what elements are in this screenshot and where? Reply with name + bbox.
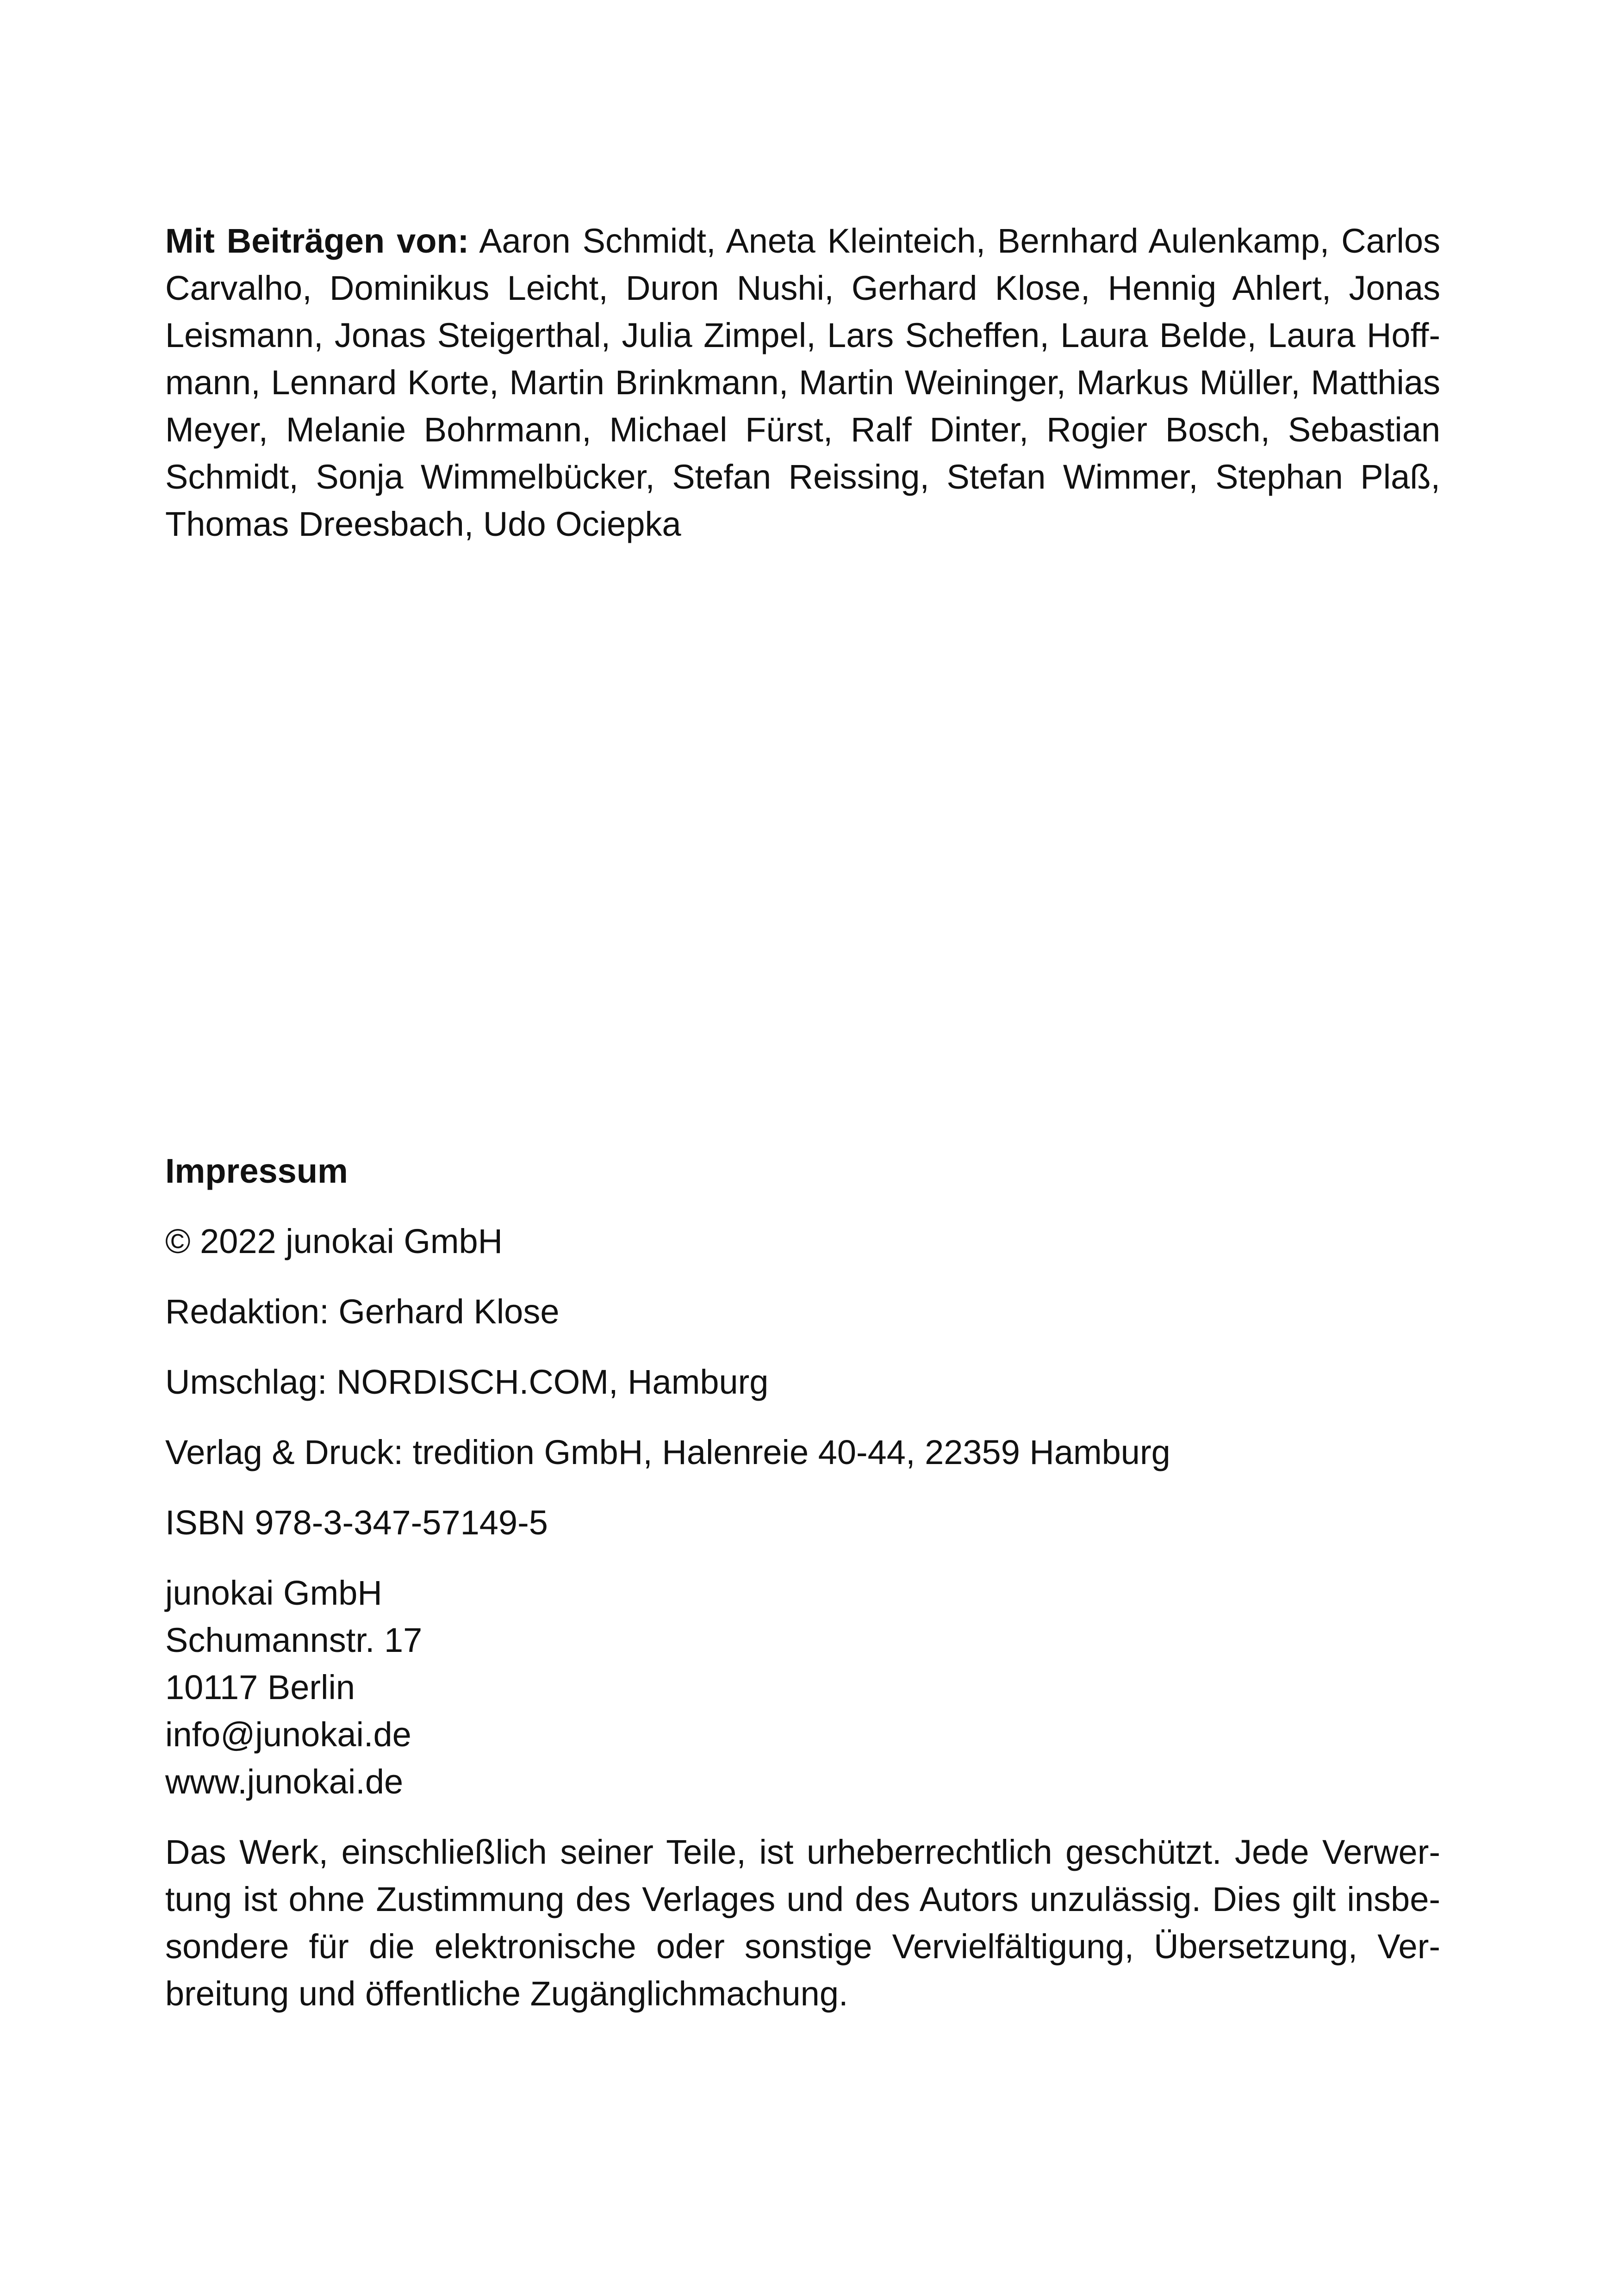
copyright-notice: Das Werk, einschließlich seiner Teile, ist urheberrechtlich geschützt. Jede Verwertung ist ohne Zustimmung des Verlages und des Autors unzulässig. Dies gilt insbesondere für die elektronische oder sonstige Vervielfältigung, Übersetzung, Verbreitung und öffentliche Zugänglichmachung. [165,1833,1440,2013]
address-street: Schumannstr. 17 [165,1621,423,1659]
verlag-line: Verlag & Druck: tredition GmbH, Halenreie 40-44, 22359 Hamburg [165,1433,1170,1471]
address-city: 10117 Berlin [165,1668,355,1706]
address-web: www.junokai.de [165,1762,404,1801]
publisher-address [165,1570,1440,1806]
isbn-line: ISBN 978-3-347-57149-5 [165,1503,548,1542]
contributors-label: Mit Beiträgen von: [165,222,469,260]
redaktion-line: Redaktion: Gerhard Klose [165,1292,560,1331]
copyright-line: © 2022 junokai GmbH [165,1222,503,1260]
address-company: junokai GmbH [165,1574,382,1612]
address-email: info@junokai.de [165,1715,411,1754]
umschlag-line: Umschlag: NORDISCH.COM, Hamburg [165,1363,769,1401]
contributors-paragraph [165,217,1440,548]
impressum-section [165,1148,1440,2017]
impressum-heading: Impressum [165,1152,348,1190]
contributors-names: Aaron Schmidt, Aneta Kleinteich, Bernhard Aulenkamp, Carlos Carvalho, Dominikus Leicht, Duron Nushi, Gerhard Klose, Hennig Ahlert, Jonas Leismann, Jonas Steigerthal, Julia Zimpel, Lars Scheffen, Laura Belde, Laura Hoffmann, Lennard Korte, Martin Brinkmann, Martin Weininger, Markus Müller, Matthias Meyer, Melanie Bohrmann, Michael Fürst, Ralf Dinter, Rogier Bosch, Sebastian Schmidt, Sonja Wimmelbücker, Stefan Reissing, Stefan Wimmer, Stephan Plaß, Thomas Dreesbach, Udo Ociepka [165,222,1440,543]
